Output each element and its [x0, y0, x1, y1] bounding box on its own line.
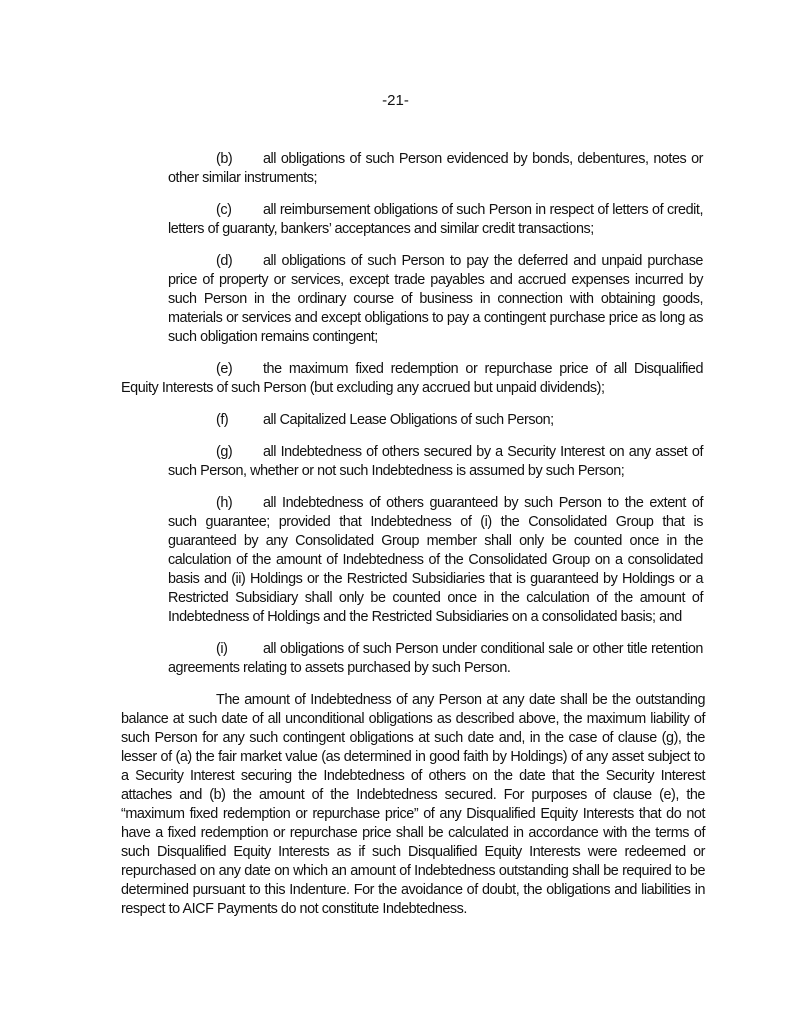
clause-label: (e) [216, 361, 233, 377]
clause-label: (h) [216, 495, 233, 511]
clause-text: all reimbursement obligations of such Person in respect of letters of credit, letters of guaranty, bankers’ acceptances and similar credit transactions; [168, 202, 703, 237]
clause-text: all Indebtedness of others guaranteed by such Person to the extent of such guarantee; provided that Indebtedness of (i) the Consolidated Group that is guaranteed by any Consolidated Group member shall only be counted once in the calculation of the amount of Indebtedness of the Consolidated Group on a consolidated basis and (ii) Holdings or the Restricted Subsidiaries that is guaranteed by Holdings or a Restricted Subsidiary shall only be counted once in the calculation of the amount of Indebtedness of Holdings and the Restricted Subsidiaries on a consolidated basis; and [168, 495, 703, 625]
document-body [0, 150, 791, 919]
clause-label: (g) [216, 444, 233, 460]
clause-text: all obligations of such Person evidenced by bonds, debentures, notes or other similar instruments; [168, 151, 703, 186]
clause-text: all Capitalized Lease Obligations of such Person; [263, 412, 554, 428]
clause-text: all obligations of such Person to pay the deferred and unpaid purchase price of property or services, except trade payables and accrued expenses incurred by such Person in the ordinary course of business in connection with obtaining goods, materials or services and except obligations to pay a contingent purchase price as long as such obligation remains contingent; [168, 253, 703, 345]
clause-text: all obligations of such Person under conditional sale or other title retention agreements relating to assets purchased by such Person. [168, 641, 703, 676]
clause-b [168, 150, 703, 188]
clause-label: (d) [216, 253, 233, 269]
clause-label: (b) [216, 151, 233, 167]
clause-h [168, 494, 703, 627]
clause-label: (c) [216, 202, 232, 218]
clause-label: (f) [216, 412, 229, 428]
page-number: -21- [382, 92, 409, 109]
clause-text: the maximum fixed redemption or repurchase price of all Disqualified Equity Interests of such Person (but excluding any accrued but unpaid dividends); [121, 361, 703, 396]
clause-e [121, 360, 703, 398]
clause-f [168, 411, 703, 430]
clause-i [168, 640, 703, 678]
clause-c [168, 201, 703, 239]
clause-label: (i) [216, 641, 228, 657]
clause-text: all Indebtedness of others secured by a Security Interest on any asset of such Person, whether or not such Indebtedness is assumed by such Person; [168, 444, 703, 479]
clause-g [168, 443, 703, 481]
clause-d [168, 252, 703, 347]
closing-paragraph: The amount of Indebtedness of any Person at any date shall be the outstanding balance at such date of all unconditional obligations as described above, the maximum liability of such Person for any such contingent obligations at such date and, in the case of clause (g), the lesser of (a) the fair market value (as determined in good faith by Holdings) of any asset subject to a Security Interest securing the Indebtedness of others on the date that the Security Interest attaches and (b) the amount of the Indebtedness secured. For purposes of clause (e), the “maximum fixed redemption or repurchase price” of any Disqualified Equity Interests that do not have a fixed redemption or repurchase price shall be calculated in accordance with the terms of such Disqualified Equity Interests as if such Disqualified Equity Interests were redeemed or repurchased on any date on which an amount of Indebtedness outstanding shall be required to be determined pursuant to this Indenture. For the avoidance of doubt, the obligations and liabilities in respect to AICF Payments do not constitute Indebtedness. [121, 692, 705, 917]
